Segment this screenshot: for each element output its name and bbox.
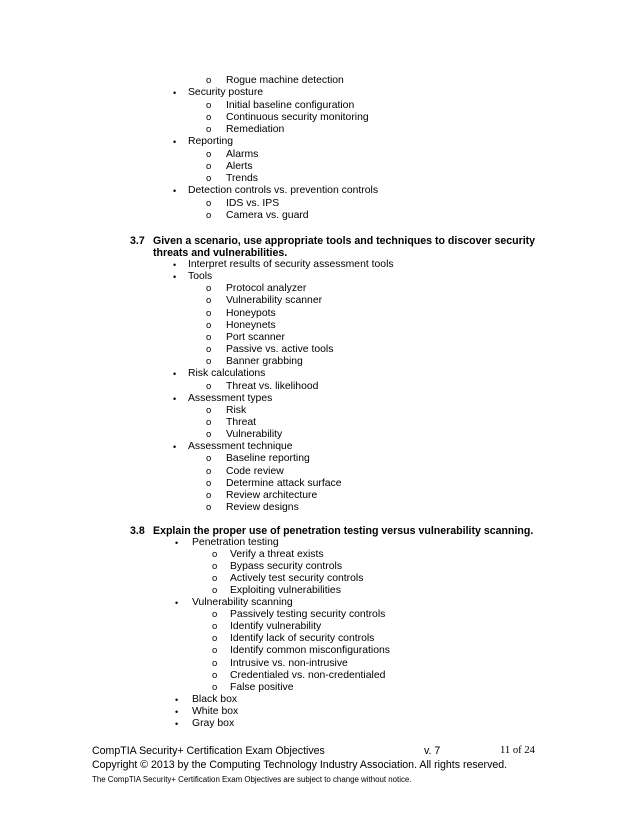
sub-list-item: Bypass security controls [230,561,343,573]
sub-list-item: Actively test security controls [230,573,364,585]
list-item: Gray box [192,717,235,729]
sub-list-item: Continuous security monitoring [226,111,369,123]
sub-list-item: Port scanner [226,331,285,343]
section-number: 3.8 [130,525,145,537]
footer-page-number: 11 of 24 [500,745,535,756]
sub-list-item: Banner grabbing [226,356,303,368]
footer-copyright: Copyright © 2013 by the Computing Technology Industry Association. All rights reserved. [92,759,508,771]
sub-bullet-marker: o [212,633,218,645]
sub-bullet-marker: o [206,319,212,331]
bullet-marker: • [173,137,177,148]
sub-list-item: Protocol analyzer [226,283,307,295]
bullet-marker: • [173,88,177,99]
sub-bullet-marker: o [212,609,218,621]
sub-bullet-marker: o [206,465,212,477]
bullet-marker: • [173,393,177,404]
sub-bullet-marker: o [206,489,212,501]
sub-bullet-marker: o [206,124,212,135]
bullet-marker: • [173,272,177,283]
sub-list-item: Threat vs. likelihood [226,380,319,392]
bullet-marker: • [175,694,179,705]
list-item: Black box [192,693,238,705]
sub-bullet-marker: o [206,344,212,356]
sub-bullet-marker: o [206,331,212,343]
section-heading-line-1: Given a scenario, use appropriate tools and techniques to discover security [153,235,536,247]
sub-list-item: Initial baseline configuration [226,99,355,111]
sub-bullet-marker: o [206,111,212,123]
sub-list-item: Remediation [226,124,285,135]
sub-bullet-marker: o [212,645,218,657]
sub-list-item: Intrusive vs. non-intrusive [230,657,348,669]
bullet-marker: • [175,538,179,548]
section-number: 3.7 [130,235,145,247]
sub-bullet-marker: o [206,160,212,172]
sub-list-item: IDS vs. IPS [226,197,280,209]
sub-list-item: Risk [226,404,247,416]
sub-list-item: Passive vs. active tools [226,344,334,356]
list-item: White box [192,705,239,717]
sub-bullet-marker: o [206,283,212,295]
sub-bullet-marker: o [212,657,218,669]
sub-list-item: Honeynets [226,319,276,331]
sub-bullet-marker: o [206,75,212,86]
list-item: Penetration testing [192,537,279,548]
bullet-marker: • [173,442,177,453]
sub-bullet-marker: o [206,173,212,184]
sub-list-item: Review designs [226,502,299,513]
sub-list-item: Threat [226,416,257,428]
bullet-marker: • [173,369,177,380]
sub-list-item: Alarms [226,148,259,160]
list-item: Vulnerability scanning [192,597,293,609]
bullet-marker: • [175,598,179,609]
sub-list-item: Baseline reporting [226,453,310,465]
sub-list-item: Alerts [226,160,253,172]
sub-bullet-marker: o [206,416,212,428]
list-item: Detection controls vs. prevention controls [188,185,379,197]
sub-list-item: Camera vs. guard [226,209,309,221]
sub-list-item: Credentialed vs. non-credentialed [230,669,386,681]
bullet-marker: • [173,186,177,197]
sub-bullet-marker: o [206,197,212,209]
sub-bullet-marker: o [206,99,212,111]
sub-list-item: Identify common misconfigurations [230,645,390,657]
sub-list-item: Identify lack of security controls [230,633,375,645]
sub-bullet-marker: o [206,295,212,307]
section-heading-line-1: Explain the proper use of penetration testing versus vulnerability scanning. [153,525,534,537]
footer-version: v. 7 [424,745,441,757]
sub-bullet-marker: o [212,561,218,573]
sub-list-item: Determine attack surface [226,477,342,489]
list-item: Assessment technique [188,441,293,453]
sub-bullet-marker: o [206,404,212,416]
sub-list-item: Exploiting vulnerabilities [230,585,341,597]
sub-bullet-marker: o [212,549,218,561]
sub-bullet-marker: o [212,681,218,693]
bullet-marker: • [175,718,179,729]
sub-bullet-marker: o [206,429,212,441]
bullet-marker: • [173,260,177,270]
list-item: Assessment types [188,392,273,404]
section-heading-line-2: threats and vulnerabilities. [153,247,288,259]
list-item: Risk calculations [188,368,266,380]
footer-title: CompTIA Security+ Certification Exam Objectives [92,745,325,757]
sub-list-item: Passively testing security controls [230,609,386,621]
sub-bullet-marker: o [206,356,212,368]
sub-list-item: Code review [226,465,284,477]
sub-list-item: False positive [230,681,294,693]
sub-bullet-marker: o [212,621,218,633]
sub-list-item: Honeypots [226,307,276,319]
sub-list-item: Rogue machine detection [226,75,344,86]
sub-list-item: Trends [226,173,258,184]
sub-list-item: Review architecture [226,489,318,501]
sub-bullet-marker: o [212,669,218,681]
sub-bullet-marker: o [206,502,212,513]
bullet-marker: • [175,706,179,717]
sub-bullet-marker: o [206,477,212,489]
sub-list-item: Identify vulnerability [230,621,322,633]
sub-list-item: Verify a threat exists [230,549,324,561]
footer-notice: The CompTIA Security+ Certification Exam Objectives are subject to change without notice. [92,775,412,784]
sub-bullet-marker: o [206,209,212,221]
list-item: Reporting [188,136,234,148]
sub-bullet-marker: o [206,148,212,160]
list-item: Security posture [188,87,264,99]
list-item: Interpret results of security assessment tools [188,259,394,270]
sub-bullet-marker: o [206,380,212,392]
sub-bullet-marker: o [212,585,218,597]
sub-bullet-marker: o [206,307,212,319]
sub-list-item: Vulnerability scanner [226,295,323,307]
list-item: Tools [188,271,213,283]
sub-bullet-marker: o [206,453,212,465]
sub-list-item: Vulnerability [226,429,283,441]
sub-bullet-marker: o [212,573,218,585]
